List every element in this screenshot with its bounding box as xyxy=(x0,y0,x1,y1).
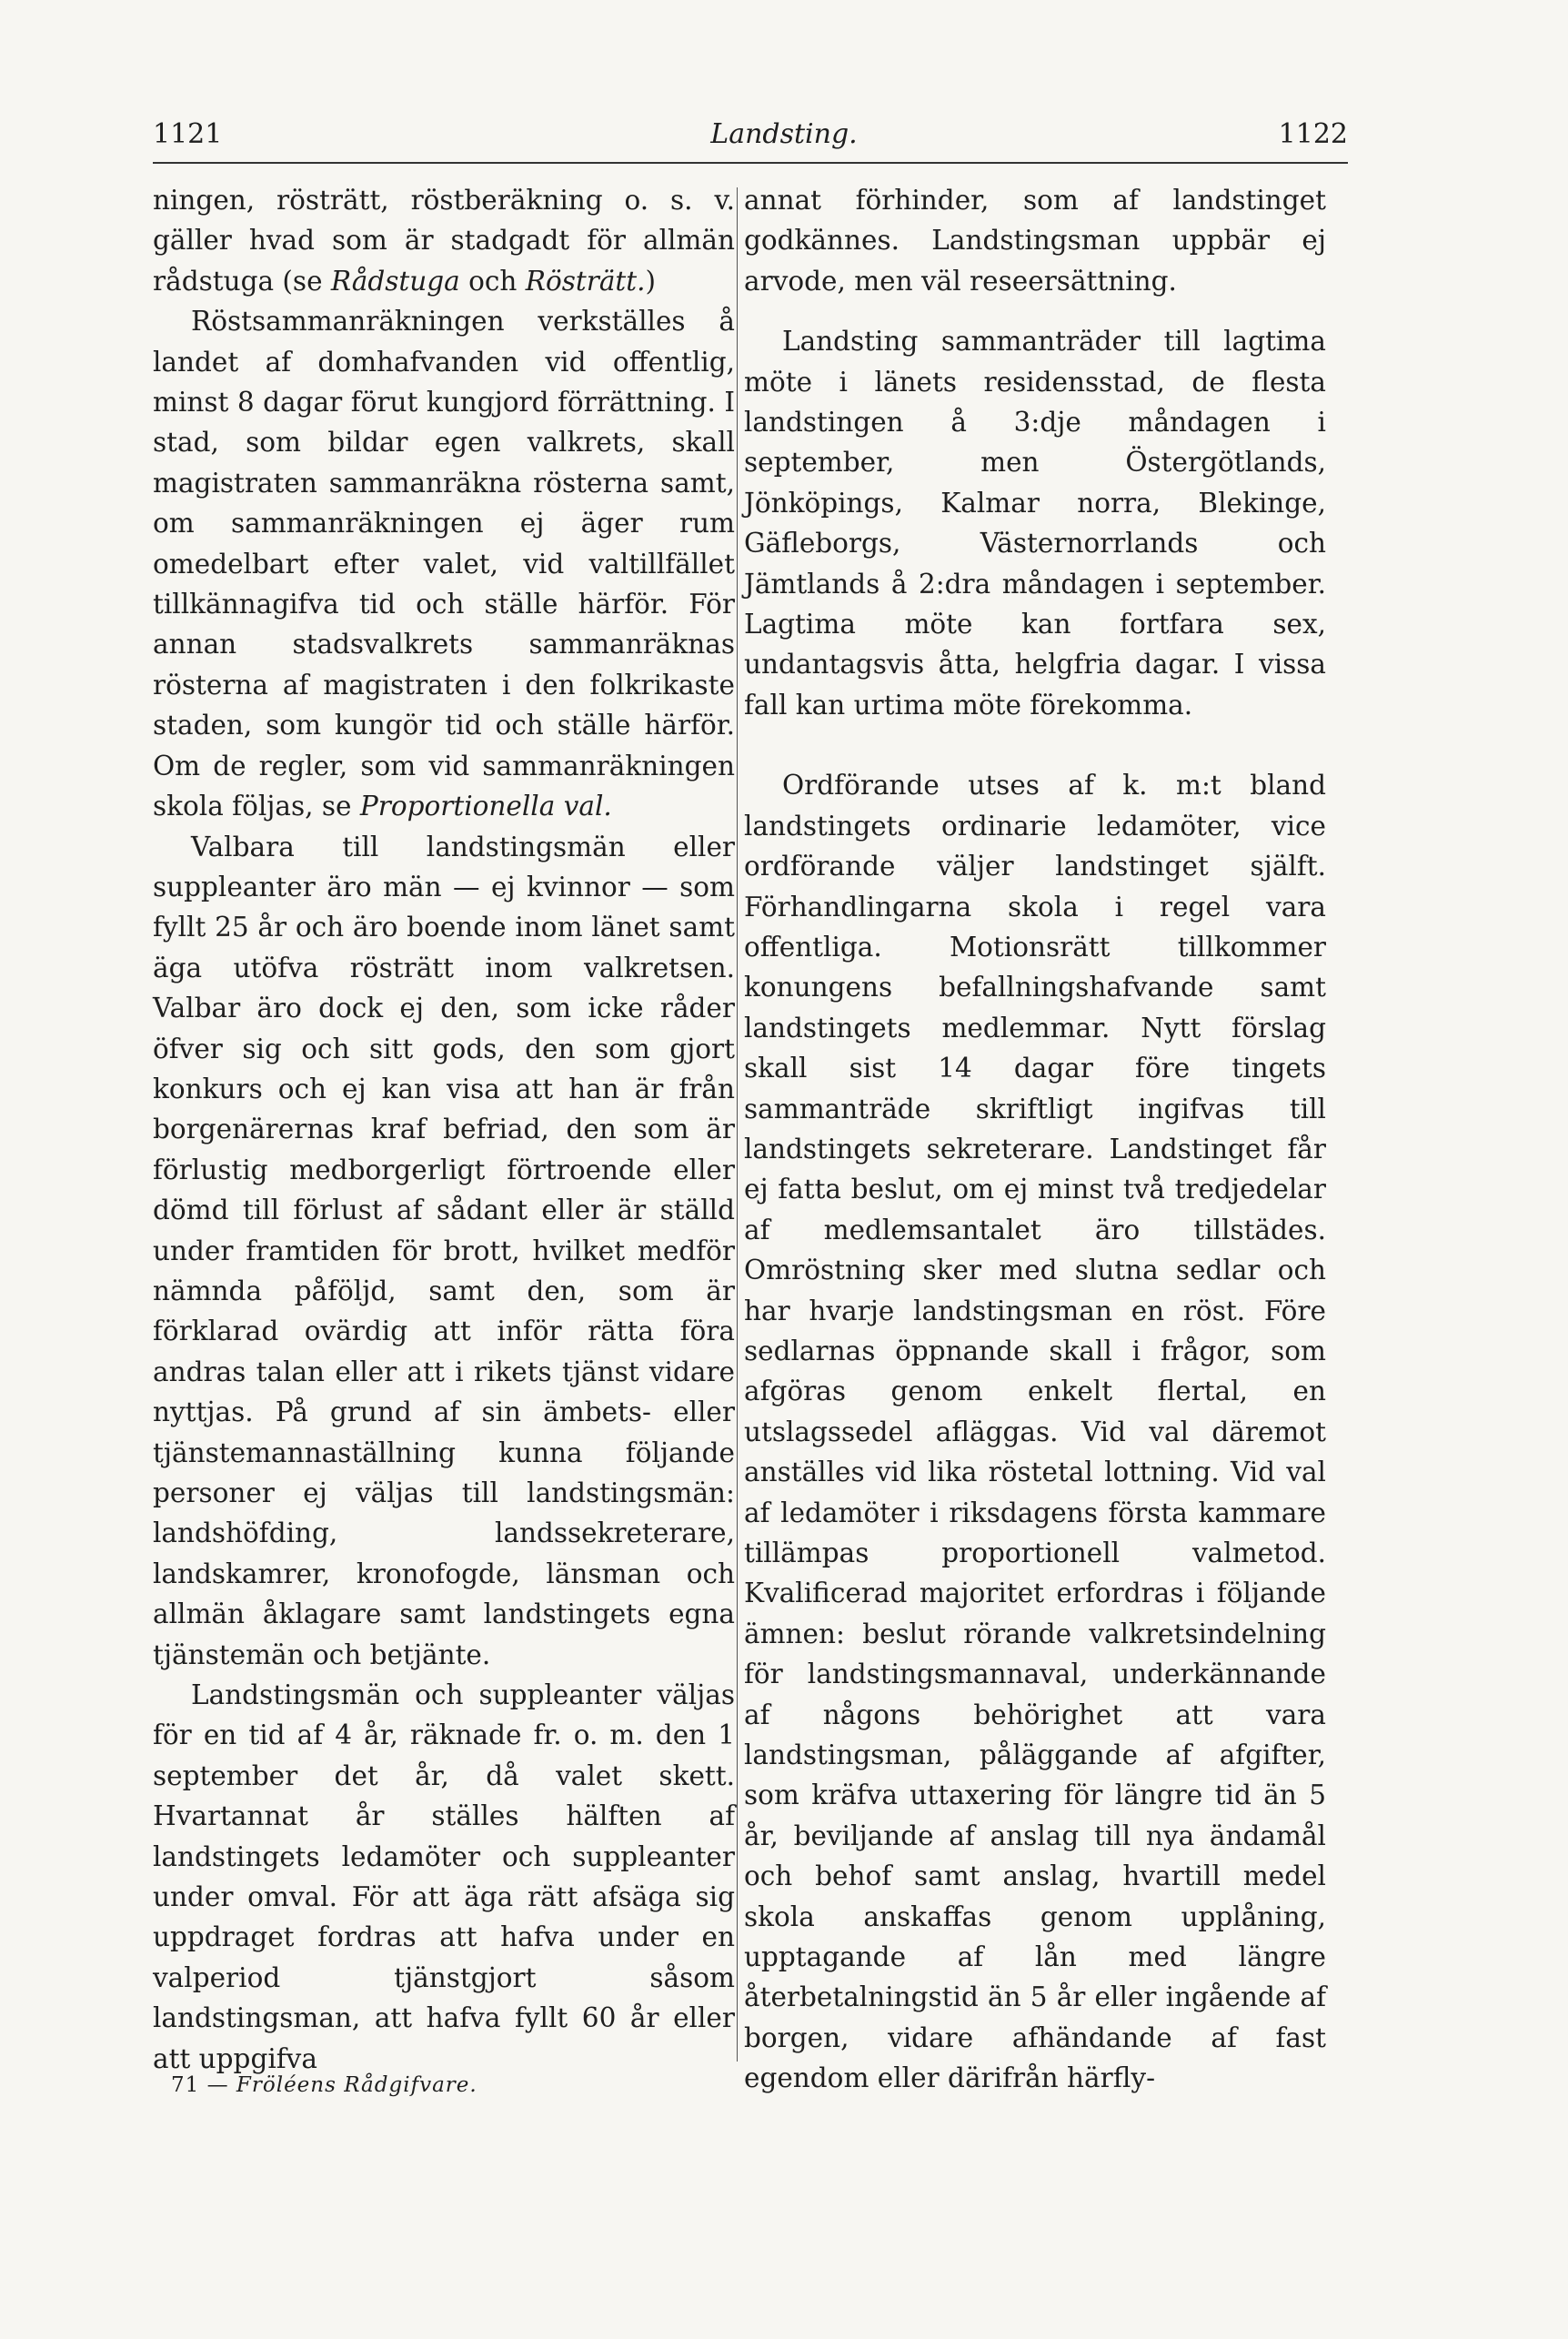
footer-dash: — xyxy=(199,2073,236,2097)
cross-reference-radstuga: Rådstuga xyxy=(330,265,460,297)
header-rule xyxy=(153,162,1348,164)
left-paragraph-2 xyxy=(153,301,735,826)
running-title: Landsting. xyxy=(710,118,858,150)
left-p1-text-a: ningen, rösträtt, röstberäkning o. s. v. gäller hvad som är stadgadt för allmän rådstuga (se xyxy=(153,185,735,297)
publication-signature: Fröléens Rådgifvare. xyxy=(236,2073,477,2097)
right-paragraph-3: Ordförande utses af k. m:t bland landstingets ordinarie ledamöter, vice ordförande väljer landstinget själft. Förhandlingarna skola i regel vara offentliga. Motionsrätt tillkommer konungens befallningshafvande samt landstingets medlemmar. Nytt förslag skall sist 14 dagar före tingets sammanträde skriftligt ingifvas till landstingets sekreterare. Landstinget får ej fatta beslut, om ej minst två tredjedelar af medlemsantalet äro tillstädes. Omröstning sker med slutna sedlar och har hvarje landstingsman en röst. Före sedlarnas öppnande skall i frågor, som afgöras genom enkelt flertal, en utslagssedel afläggas. Vid val däremot anställes vid lika röstetal lottning. Vid val af ledamöter i riksdagens första kammare tillämpas proportionell valmetod. Kvalificerad majoritet erfordras i följande ämnen: beslut rörande valkretsindelning för landstingsmannaval, underkännande af någons behörighet att vara landstingsman, påläggande af afgifter, som kräfva uttaxering för längre tid än 5 år, beviljande af anslag till nya ändamål och behof samt anslag, hvartill medel skola anskaffas genom upplåning, upptagande af lån med längre återbetalningstid än 5 år eller ingående af borgen, vidare afhändande af fast egendom eller därifrån härfly- xyxy=(744,770,1326,2094)
column-divider xyxy=(737,187,738,2062)
left-paragraph-3: Valbara till landstingsmän eller suppleanter äro män — ej kvinnor — som fyllt 25 år och äro boende inom länet samt äga utöfva rösträtt inom valkretsen. Valbar äro dock ej den, som icke råder öfver sig och sitt gods, den som gjort konkurs och ej kan visa att han är från borgenärernas kraf befriad, den som är förlustig medborgerligt förtroende eller dömd till förlust af sådant eller är ställd under framtiden för brott, hvilket medför nämnda påföljd, samt den, som är förklarad ovärdig att inför rätta föra andras talan eller att i rikets tjänst vidare nyttjas. På grund af sin ämbets- eller tjänstemannaställning kunna följande personer ej väljas till landstingsmän: landshöfding, landssekreterare, landskamrer, kronofogde, länsman och allmän åklagare samt landstingets egna tjänstemän och betjänte. xyxy=(153,831,735,1670)
left-paragraph-4: Landstingsmän och suppleanter väljas för en tid af 4 år, räknade fr. o. m. den 1 september det år, då valet skett. Hvartannat år ställes hälften af landstingets ledamöter och suppleanter under omval. För att äga rätt afsäga sig uppdraget fordras att hafva under en valperiod tjänstgjort såsom landstingsman, att hafva fyllt 60 år eller att uppgifva xyxy=(153,1679,735,2074)
right-column xyxy=(744,180,1326,2099)
left-p1-text-b: och xyxy=(459,265,526,297)
page-number-right: 1122 xyxy=(1278,118,1348,150)
left-p2-text: Röstsammanräkningen verkställes å landet af domhafvanden vid offentlig, minst 8 dagar förut kungjord förrättning. I stad, som bildar egen valkrets, skall magistraten sammanräkna rösterna samt, om sammanräkningen ej äger rum omedelbart efter valet, vid valtillfället tillkännagifva tid och ställe härför. För annan stadsvalkrets sammanräknas rösterna af magistraten i den folkrikaste staden, som kungör tid och ställe härför. Om de regler, som vid sammanräkningen skola följas, se xyxy=(153,306,735,822)
left-p1-text-c: ) xyxy=(645,265,657,297)
cross-reference-proportionella-val: Proportionella val. xyxy=(359,791,612,822)
sheet-number: 71 xyxy=(171,2073,200,2097)
page-number-left: 1121 xyxy=(153,118,223,150)
right-paragraph-1: annat förhinder, som af landstinget godkännes. Landstingsman uppbär ej arvode, men väl reseersättning. xyxy=(744,185,1326,297)
page-header xyxy=(0,107,1568,162)
right-paragraph-2: Landsting sammanträder till lagtima möte i länets residensstad, de flesta landstingen å 3:dje måndagen i september, men Östergötlands, Jönköpings, Kalmar norra, Blekinge, Gäfleborgs, Västernorrlands och Jämtlands å 2:dra måndagen i september. Lagtima möte kan fortfara sex, undantagsvis åtta, helgfria dagar. I vissa fall kan urtima möte förekomma. xyxy=(744,326,1326,721)
left-paragraph-1 xyxy=(153,180,735,301)
left-column xyxy=(153,180,735,2079)
footer-signature xyxy=(171,2067,477,2103)
cross-reference-rostratt: Rösträtt. xyxy=(525,265,646,297)
